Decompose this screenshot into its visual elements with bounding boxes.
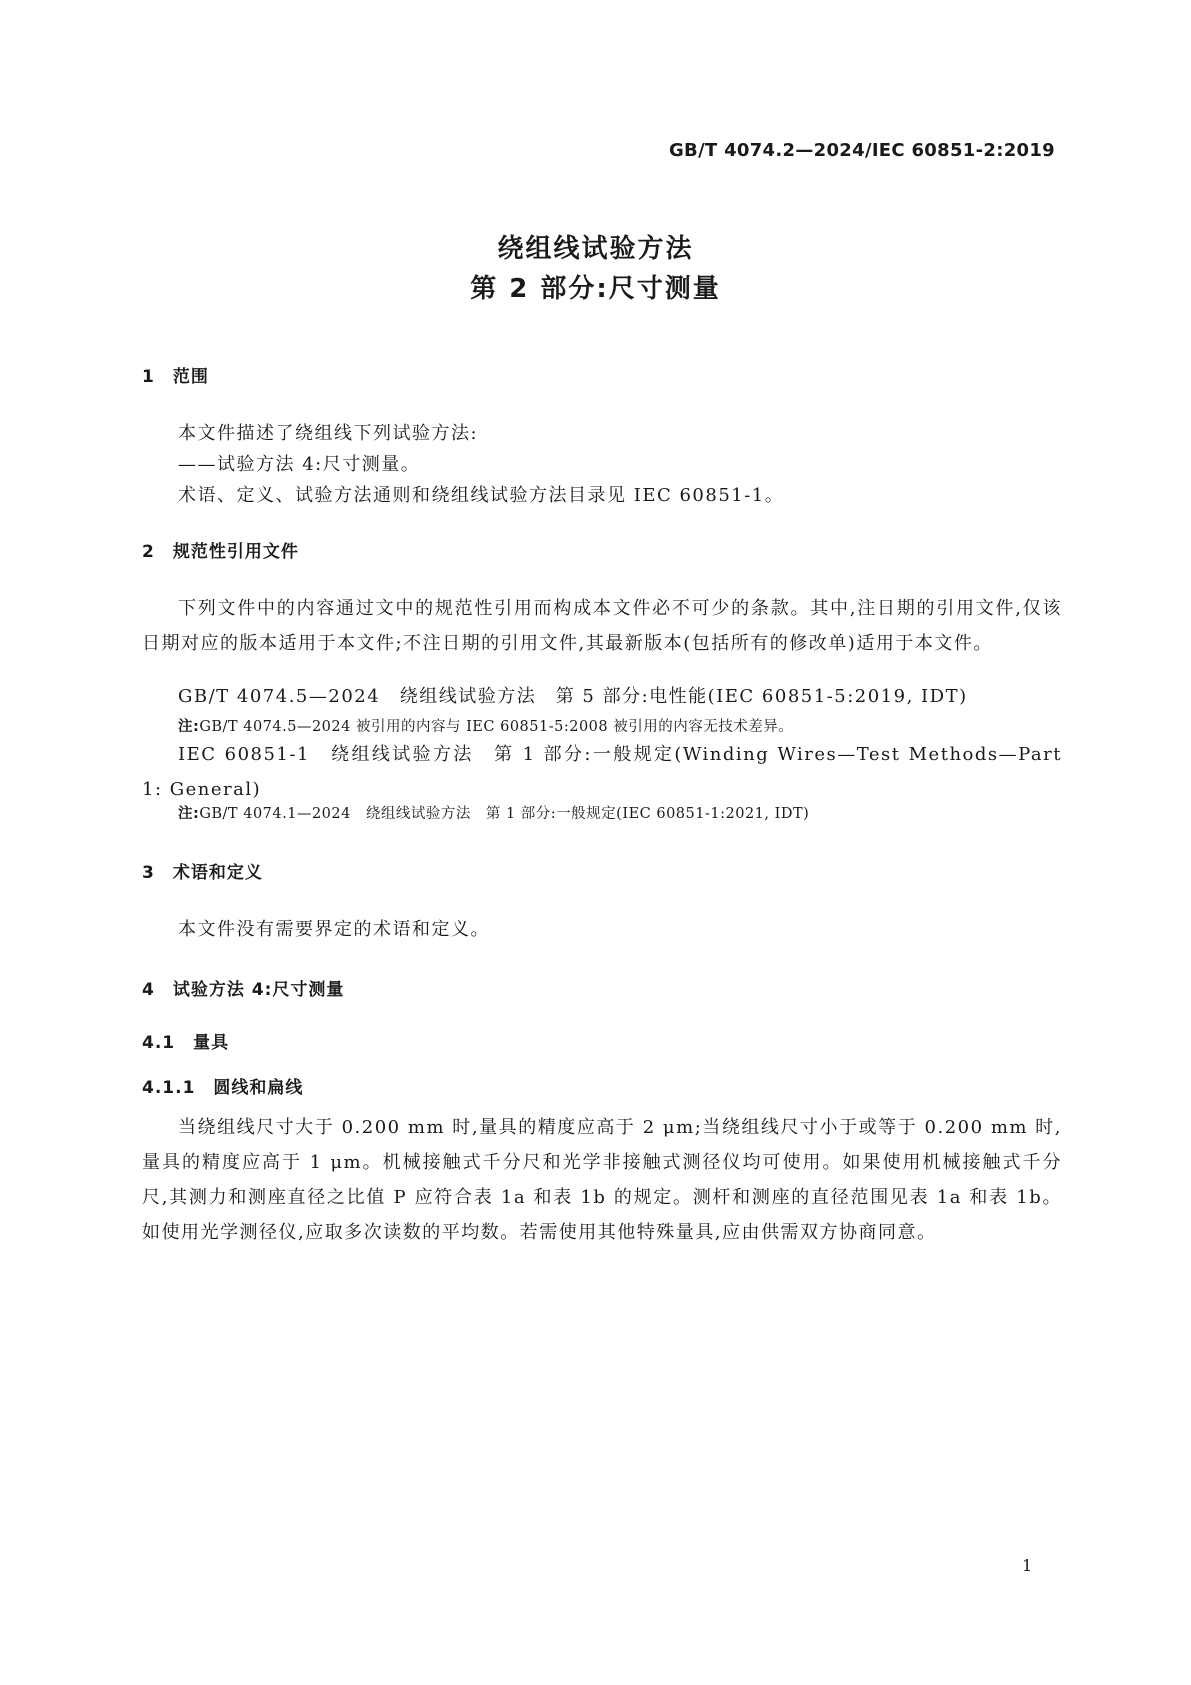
note-1-text: GB/T 4074.5—2024 被引用的内容与 IEC 60851-5:2008 被引用的内容无技术差异。 <box>199 719 794 735</box>
note-1-label: 注: <box>178 719 200 735</box>
document-subtitle: 第 2 部分:尺寸测量 <box>470 274 721 304</box>
section-4-1-heading: 4.1 量具 <box>142 1033 230 1053</box>
section-4-1-1-paragraph: 当绕组线尺寸大于 0.200 mm 时,量具的精度应高于 2 μm;当绕组线尺寸小于或等于 0.200 mm 时,量具的精度应高于 1 μm。机械接触式千分尺和光学非接触式测径仪均可使用。如果使用机械接触式千分尺,其测力和测座直径之比值 P 应符合表 1a 和表 1b 的规定。测杆和测座的直径范围见表 1a 和表 1b。如使用光学测径仪,应取多次读数的平均数。若需使用其他特殊量具,应由供需双方协商同意。 <box>142 1117 1062 1243</box>
section-2-heading: 2 规范性引用文件 <box>142 542 299 562</box>
document-title: 绕组线试验方法 <box>497 234 694 264</box>
note-2-label: 注: <box>178 806 200 822</box>
section-4-heading: 4 试验方法 4:尺寸测量 <box>142 980 345 1000</box>
section-2-intro-paragraph: 下列文件中的内容通过文中的规范性引用而构成本文件必不可少的条款。其中,注日期的引用文件,仅该日期对应的版本适用于本文件;不注日期的引用文件,其最新版本(包括所有的修改单)适用于本文件。 <box>142 598 1062 654</box>
note-2-text: GB/T 4074.1—2024 绕组线试验方法 第 1 部分:一般规定(IEC 60851-1:2021, IDT) <box>199 806 810 822</box>
standard-code-header: GB/T 4074.2—2024/IEC 60851-2:2019 <box>668 140 1055 161</box>
section-4-1-1-heading: 4.1.1 圆线和扁线 <box>142 1078 304 1098</box>
section-1-heading: 1 范围 <box>142 367 209 387</box>
note-1 <box>178 715 793 736</box>
section-1-line-1: 本文件描述了绕组线下列试验方法: <box>178 423 479 444</box>
section-3-text: 本文件没有需要界定的术语和定义。 <box>178 919 490 940</box>
page-number: 1 <box>1022 1556 1033 1575</box>
normative-reference-2: IEC 60851-1 绕组线试验方法 第 1 部分:一般规定(Winding Wires—Test Methods—Part 1: General) <box>142 744 1062 800</box>
note-2 <box>178 802 809 823</box>
section-3-heading: 3 术语和定义 <box>142 863 263 883</box>
section-1-line-2: ——试验方法 4:尺寸测量。 <box>178 454 421 475</box>
section-1-line-3: 术语、定义、试验方法通则和绕组线试验方法目录见 IEC 60851-1。 <box>178 485 785 506</box>
normative-reference-1: GB/T 4074.5—2024 绕组线试验方法 第 5 部分:电性能(IEC 60851-5:2019, IDT) <box>178 686 968 707</box>
